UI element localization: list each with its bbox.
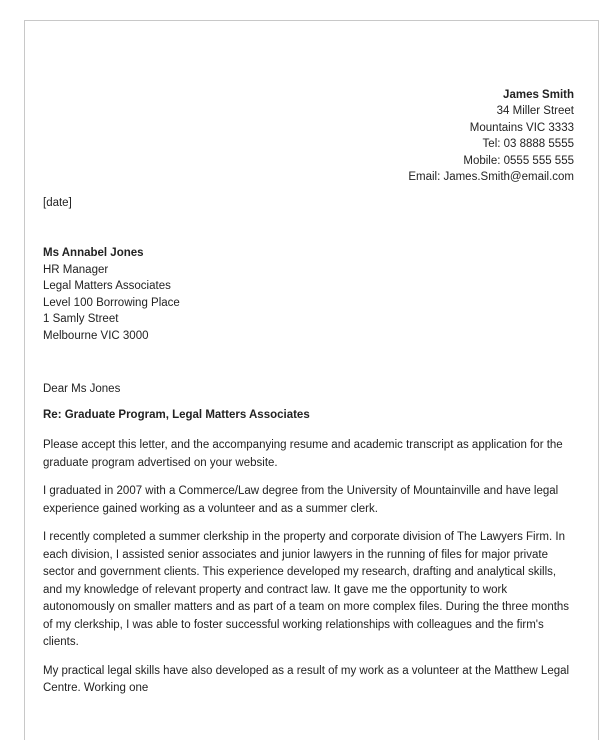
letter-body (43, 437, 578, 709)
body-paragraph: I recently completed a summer clerkship in the property and corporate division of The Lawyers Firm. In each division, I assisted senior associates and junior lawyers in the running of files for major private sector and government clients. This experience developed my research, drafting and analytical skills, and my knowledge of relevant property and contract law. It gave me the opportunity to work autonomously on smaller matters and as part of a team on more complex files. During the three months of my clerkship, I was able to foster successful working relationships with colleagues and the firm's clients. (43, 531, 570, 648)
sender-name: James Smith (503, 89, 574, 101)
sender-tel: Tel: 03 8888 5555 (482, 138, 574, 151)
sender-street: 34 Miller Street (496, 105, 574, 118)
sender-mobile: Mobile: 0555 555 555 (463, 154, 574, 167)
letter-page (24, 20, 599, 740)
recipient-city: Melbourne VIC 3000 (43, 329, 149, 342)
body-paragraph: My practical legal skills have also developed as a result of my work as a volunteer at the Matthew Legal Centre. Working one (43, 664, 570, 694)
recipient-address-block (43, 245, 180, 344)
body-paragraph: I graduated in 2007 with a Commerce/Law degree from the University of Mountainville and have legal experience gained working as a volunteer and as a summer clerk. (43, 485, 559, 515)
recipient-name: Ms Annabel Jones (43, 247, 144, 259)
sender-city: Mountains VIC 3333 (469, 121, 574, 134)
recipient-address-line1: Level 100 Borrowing Place (43, 296, 180, 309)
recipient-title: HR Manager (43, 263, 109, 276)
salutation: Dear Ms Jones (43, 383, 121, 395)
sender-address-block (408, 87, 574, 185)
sender-email: Email: James.Smith@email.com (408, 171, 574, 184)
recipient-company: Legal Matters Associates (43, 280, 171, 292)
letter-date: [date] (43, 197, 72, 209)
body-paragraph: Please accept this letter, and the accompanying resume and academic transcript as application for the graduate program advertised on your website. (43, 439, 563, 469)
subject-line: Re: Graduate Program, Legal Matters Associates (43, 409, 310, 421)
recipient-address-line2: 1 Samly Street (43, 313, 119, 325)
